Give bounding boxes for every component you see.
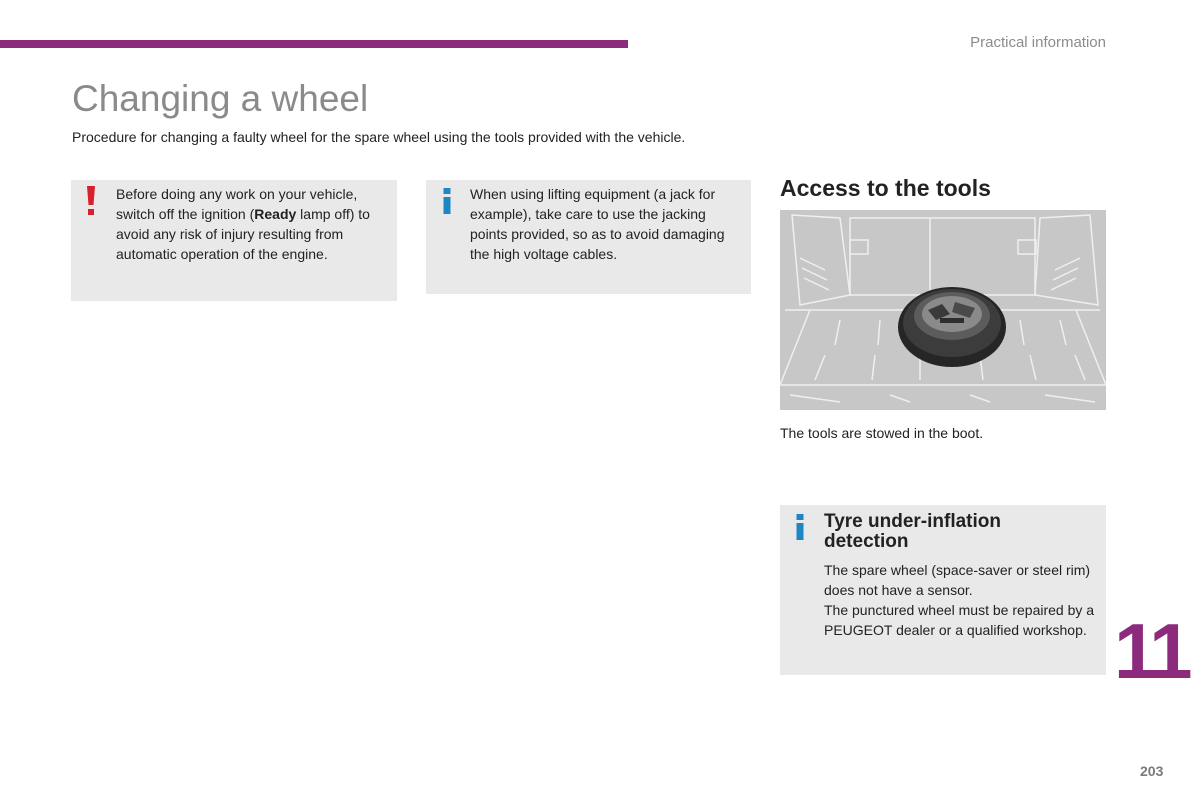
tyre-heading: Tyre under-inflation detection xyxy=(824,511,1001,552)
tyre-text-sensor: The spare wheel (space-saver or steel rim) does not have a sensor. xyxy=(824,562,1091,598)
tyre-text-repair: The punctured wheel must be repaired by a PEUGEOT dealer or a qualified workshop. xyxy=(824,602,1095,638)
info-icon xyxy=(442,188,452,214)
boot-drawing xyxy=(780,210,1106,410)
header-accent-bar xyxy=(0,40,628,48)
intro-text: Procedure for changing a faulty wheel for the spare wheel using the tools provided with the vehicle. xyxy=(72,129,686,145)
info-box-tyre xyxy=(780,505,1106,675)
page-number: 203 xyxy=(1140,763,1164,779)
info-box-lifting xyxy=(426,180,751,294)
spare-wheel-in-boot-illustration xyxy=(780,210,1106,410)
section-label: Practical information xyxy=(970,34,1106,51)
warning-text: Before doing any work on your vehicle, switch off the ignition (Ready lamp off) to avoid any risk of injury resulting from automatic operation of the engine. xyxy=(116,186,370,262)
exclamation-icon xyxy=(84,184,98,218)
page-title: Changing a wheel xyxy=(72,78,369,119)
info-text-lifting: When using lifting equipment (a jack for example), take care to use the jacking points provided, so as to avoid damaging the high voltage cables. xyxy=(470,186,725,262)
info-icon xyxy=(795,514,805,540)
ready-lamp-label: Ready xyxy=(254,206,297,222)
tools-heading: Access to the tools xyxy=(780,175,991,201)
chapter-number: 11 xyxy=(1114,607,1189,695)
warning-box xyxy=(71,180,397,301)
tools-caption: The tools are stowed in the boot. xyxy=(780,425,984,441)
